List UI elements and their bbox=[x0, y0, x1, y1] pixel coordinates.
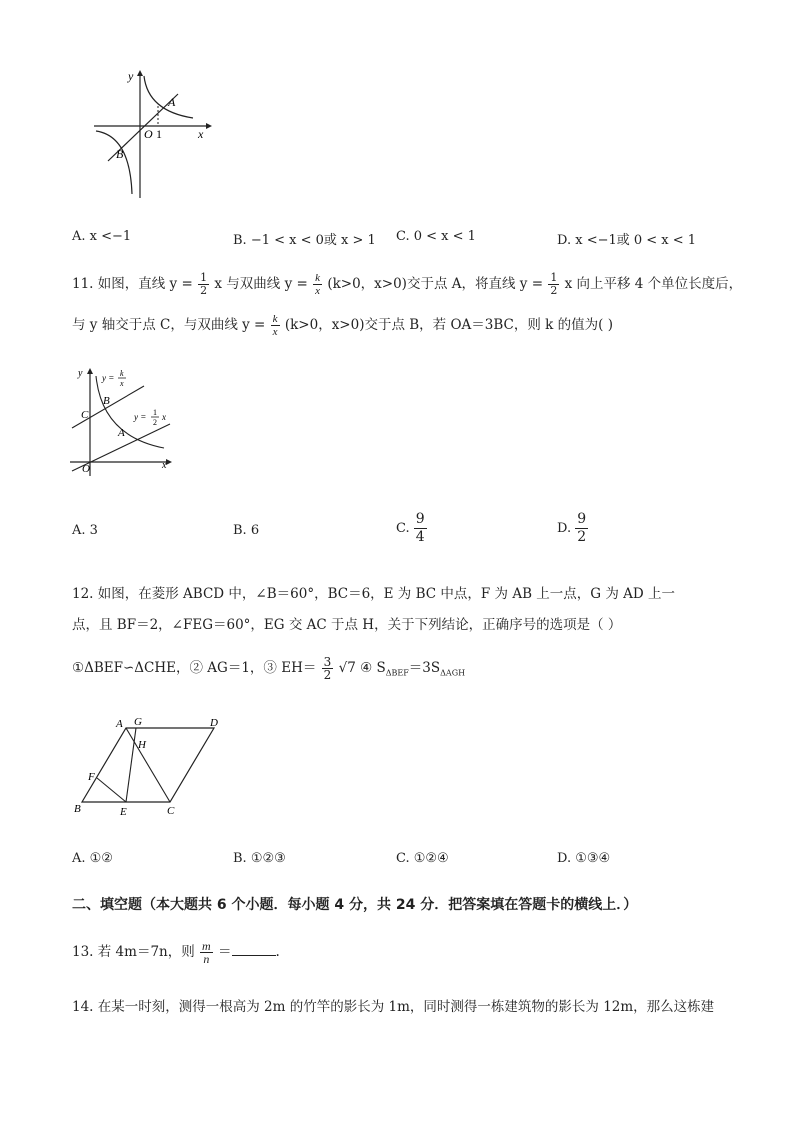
curve-label: y = bbox=[102, 373, 115, 383]
q13-text-1: 13. 若 4m＝7n，则 bbox=[72, 944, 195, 960]
q12-sub-bef: ΔBEF bbox=[385, 668, 409, 678]
y-label: y bbox=[128, 69, 134, 83]
sqrt-seven: √7 bbox=[338, 660, 356, 676]
point-a-label: A bbox=[116, 718, 123, 730]
q12-line2: 点，且 BF＝2，∠FEG＝60°，EG 交 AC 于点 H，关于下列结论，正确序号的选项是（ ） bbox=[72, 617, 622, 633]
q11-option-a[interactable]: A. 3 bbox=[72, 523, 98, 538]
q11-option-c[interactable] bbox=[396, 511, 427, 546]
point-c-label: C bbox=[167, 805, 175, 817]
q12-option-b[interactable]: B. ①②③ bbox=[233, 851, 286, 866]
point-h-label: H bbox=[138, 739, 146, 751]
line-label-den: 2 bbox=[153, 418, 157, 427]
q12-statements bbox=[72, 656, 465, 681]
q13-text bbox=[72, 940, 280, 965]
q12-s4: ④ S bbox=[360, 660, 386, 676]
q12-figure bbox=[70, 714, 230, 824]
y-label: y bbox=[78, 368, 83, 379]
q10-option-b[interactable]: B. −1 < x < 0或 x > 1 bbox=[233, 233, 376, 248]
q12-option-d[interactable]: D. ①③④ bbox=[557, 851, 611, 866]
y-axis-arrow bbox=[87, 368, 93, 374]
q11-line2 bbox=[72, 313, 613, 338]
y-axis-arrow bbox=[137, 70, 143, 76]
section-heading: 二、填空题（本大题共 6 个小题．每小题 4 分，共 24 分．把答案填在答题卡的横线上．） bbox=[72, 897, 638, 913]
q11-text-2: x 与双曲线 y = bbox=[214, 276, 308, 292]
hyperbola-branch-q3 bbox=[96, 131, 132, 194]
curve-label-den: x bbox=[120, 379, 124, 388]
curve-label-num: k bbox=[120, 369, 124, 378]
three-halves-fraction: $\frac{3}{2}$ bbox=[323, 655, 332, 682]
point-g-label: G bbox=[134, 716, 142, 728]
segment-eg bbox=[126, 728, 136, 802]
segment-fe bbox=[97, 778, 126, 802]
q11-text-3: (k>0，x>0)交于点 A，将直线 y = bbox=[327, 276, 544, 292]
k-over-x-fraction-2: $\frac{k}{x}$ bbox=[272, 313, 278, 338]
q13-equals: ＝ bbox=[218, 944, 232, 960]
q11-text-6: (k>0，x>0)交于点 B，若 OA＝3BC，则 k 的值为( ) bbox=[284, 317, 613, 333]
q12-option-a[interactable]: A. ①② bbox=[72, 851, 113, 866]
q12-s4b: ＝3S bbox=[408, 660, 441, 676]
q12-option-c[interactable]: C. ①②④ bbox=[396, 851, 449, 866]
m-over-n-fraction: $\frac{m}{n}$ bbox=[202, 939, 211, 966]
line-label-x: x bbox=[162, 412, 166, 422]
half-fraction: $\frac{1}{2}$ bbox=[200, 271, 208, 297]
x-axis-arrow bbox=[166, 459, 172, 465]
x-axis-arrow bbox=[206, 123, 212, 129]
q11-option-c-fraction: $\frac{9}{4}$ bbox=[415, 511, 425, 545]
point-a-label: A bbox=[168, 95, 176, 109]
point-b-label: B bbox=[116, 147, 124, 161]
point-e-label: E bbox=[120, 806, 127, 818]
q10-option-d[interactable]: D. x <−1或 0 < x < 1 bbox=[557, 233, 697, 248]
q10-figure bbox=[88, 66, 218, 206]
point-d-label: D bbox=[210, 717, 218, 729]
q13-period: . bbox=[275, 944, 280, 960]
point-c-label: C bbox=[81, 409, 89, 421]
q11-option-d-fraction: $\frac{9}{2}$ bbox=[577, 511, 587, 545]
q13-answer-blank[interactable] bbox=[232, 943, 276, 956]
q10-option-c[interactable]: C. 0 < x < 1 bbox=[396, 229, 476, 244]
origin-label: O bbox=[82, 463, 90, 475]
k-over-x-fraction: $\frac{k}{x}$ bbox=[315, 272, 321, 297]
q11-text-5: 与 y 轴交于点 C，与双曲线 y = bbox=[72, 317, 266, 333]
point-a-label: A bbox=[118, 427, 125, 439]
x-label: x bbox=[198, 127, 204, 141]
point-f-label: F bbox=[88, 771, 95, 783]
point-b-label: B bbox=[103, 395, 110, 407]
q12-statements-text: ①ΔBEF∽ΔCHE，② AG＝1，③ EH＝ bbox=[72, 660, 317, 676]
q11-text-4: x 向上平移 4 个单位长度后， bbox=[564, 276, 743, 292]
q11-figure bbox=[66, 364, 186, 484]
q11-option-c-label: C. bbox=[396, 521, 410, 536]
diagonal-ac bbox=[126, 728, 170, 802]
point-b-label: B bbox=[74, 803, 81, 815]
q14-text: 14. 在某一时刻，测得一根高为 2m 的竹竿的影长为 1m，同时测得一栋建筑物的影长为 12m，那么这栋建 bbox=[72, 999, 715, 1015]
q11-option-b[interactable]: B. 6 bbox=[233, 523, 260, 538]
x-label: x bbox=[162, 460, 167, 471]
line-label: y = bbox=[134, 412, 147, 422]
q12-sub-agh: ΔAGH bbox=[440, 668, 466, 678]
q12-line1: 12. 如图，在菱形 ABCD 中，∠B＝60°，BC＝6，E 为 BC 中点，F 为 AB 上一点，G 为 AD 上一 bbox=[72, 586, 676, 602]
half-fraction-2: $\frac{1}{2}$ bbox=[550, 271, 558, 297]
q11-option-d[interactable] bbox=[557, 511, 588, 546]
q11-text-1: 11. 如图，直线 y = bbox=[72, 276, 193, 292]
q11-line1 bbox=[72, 272, 742, 297]
q10-option-a[interactable]: A. x <−1 bbox=[72, 229, 132, 244]
q11-option-d-label: D. bbox=[557, 521, 572, 536]
tick-one-label: 1 bbox=[156, 127, 162, 141]
origin-label: O bbox=[144, 127, 153, 141]
line-label-num: 1 bbox=[153, 408, 157, 417]
